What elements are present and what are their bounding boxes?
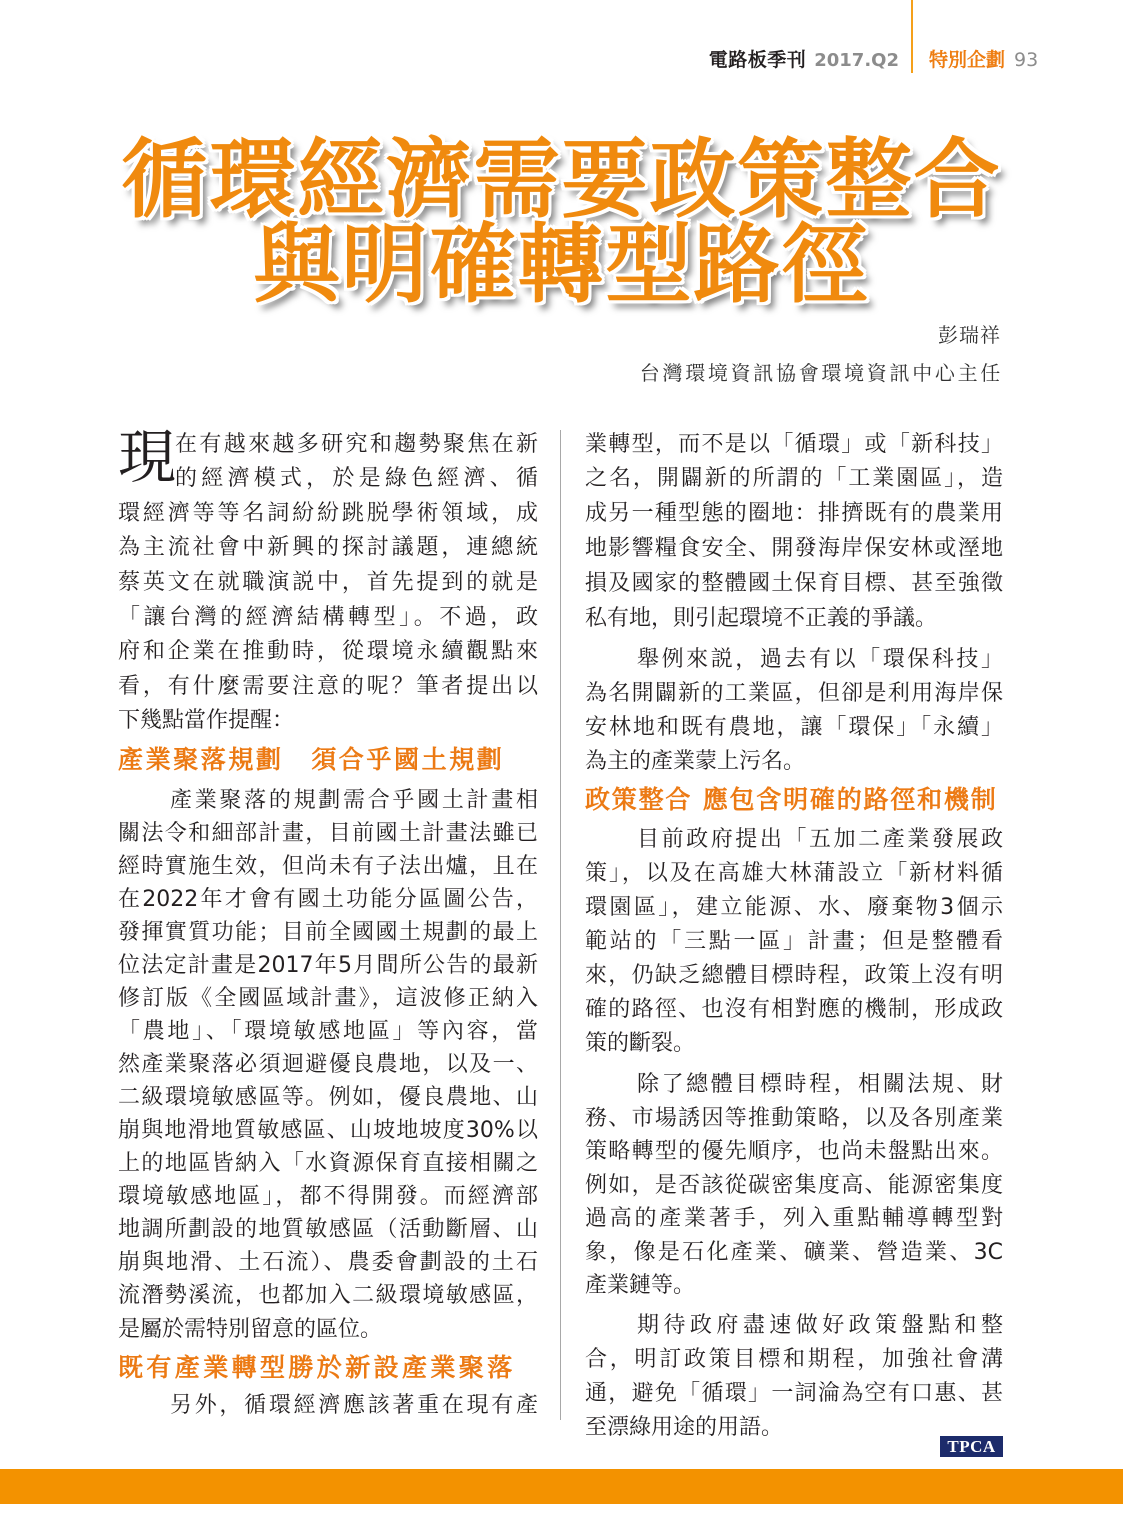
body-line: 目前政府提出「五加二產業發展政 [637, 827, 1003, 852]
body-line: 蔡英文在就職演説中，首先提到的就是 [118, 570, 538, 596]
author-name: 彭瑞祥 [938, 323, 1001, 347]
body-line: 環經濟等等名詞紛紛跳脱學術領域，成 [118, 500, 538, 526]
section-heading: 政策整合 應包含明確的路徑和機制 [585, 785, 998, 814]
body-line: 的經濟模式，於是綠色經濟、循 [175, 466, 538, 492]
body-line: 至漂綠用途的用語。 [585, 1415, 784, 1440]
section-heading: 產業聚落規劃 須合乎國土規劃 [118, 745, 505, 774]
body-line: 策略轉型的優先順序，也尚未盤點出來。 [585, 1139, 1003, 1165]
body-line: 地調所劃設的地質敏感區（活動斷層、山 [118, 1217, 538, 1243]
body-line: 通，避免「循環」一詞淪為空有口惠、甚 [585, 1381, 1003, 1406]
body-line: 上的地區皆納入「水資源保育直接相關之 [118, 1151, 538, 1177]
left-column [118, 0, 538, 1460]
body-line: 合，明訂政策目標和期程，加強社會溝 [585, 1347, 1003, 1372]
body-line: 地影響糧食安全、開發海岸保安林或溼地 [585, 535, 1003, 561]
body-paragraph [585, 823, 1003, 1061]
body-line: 成另一種型態的圈地：排擠既有的農業用 [585, 501, 1003, 527]
magazine-name: 電路板季刊 [708, 49, 807, 71]
page-number: 93 [1014, 49, 1039, 71]
body-line: 為名開闢新的工業區，但卻是利用海岸保 [585, 681, 1003, 706]
body-line: 環園區」，建立能源、水、廢棄物3個示 [585, 895, 1003, 920]
drop-cap: 現 [118, 422, 177, 491]
body-line: 崩與地滑地質敏感區、山坡地坡度30%以 [118, 1118, 538, 1144]
body-line: 然產業聚落必須迴避優良農地，以及一、 [118, 1052, 538, 1077]
body-line: 下幾點當作提醒： [118, 708, 295, 734]
body-line: 崩與地滑、土石流）、農委會劃設的土石 [118, 1250, 538, 1276]
body-paragraph [118, 1389, 538, 1423]
section-label: 特別企劃 [929, 49, 1006, 71]
body-line: 二級環境敏感區等。例如，優良農地、山 [118, 1085, 538, 1111]
body-line: 策」，以及在高雄大林蒲設立「新材料循 [585, 861, 1003, 886]
right-column [585, 0, 1006, 1460]
section-heading: 既有產業轉型勝於新設產業聚落 [118, 1353, 516, 1382]
body-line: 是屬於需特別留意的區位。 [118, 1316, 383, 1342]
body-paragraph [585, 643, 1003, 779]
body-line: 關法令和細部計畫，目前國土計畫法雖已 [118, 820, 538, 846]
article-title-line-2: 與明確轉型路徑 [253, 214, 870, 315]
body-line: 舉例來説，過去有以「環保科技」 [637, 647, 1003, 672]
body-line: 來，仍缺乏總體目標時程，政策上沒有明 [585, 963, 1003, 988]
body-line: 業轉型，而不是以「循環」或「新科技」 [585, 431, 1003, 457]
body-line: 在有越來越多研究和趨勢聚焦在新 [175, 431, 538, 457]
body-line: 期待政府盡速做好政策盤點和整 [637, 1313, 1003, 1338]
body-line: 範站的「三點一區」計畫；但是整體看 [585, 929, 1003, 954]
body-line: 府和企業在推動時，從環境永續觀點來 [118, 639, 538, 665]
body-line: 象，像是石化產業、礦業、營造業、3C [585, 1239, 1003, 1265]
body-line: 另外，循環經濟應該著重在現有產 [170, 1393, 538, 1418]
body-paragraph [585, 1068, 1003, 1303]
intro-paragraph [118, 422, 538, 739]
body-line: 「農地」、「環境敏感地區」等內容，當 [118, 1018, 538, 1044]
body-line: 確的路徑、也沒有相對應的機制，形成政 [585, 997, 1003, 1022]
body-line: 為主流社會中新興的探討議題，連總統 [118, 535, 538, 561]
body-paragraph [585, 1309, 1003, 1445]
body-line: 發揮實質功能；目前全國國土規劃的最上 [118, 919, 538, 945]
body-line: 「讓台灣的經濟結構轉型」。不過，政 [118, 604, 538, 630]
body-line: 例如，是否該從碳密集度高、能源密集度 [585, 1172, 1003, 1198]
issue-label: 2017.Q2 [814, 50, 899, 71]
body-line: 產業聚落的規劃需合乎國土計畫相 [170, 787, 538, 813]
body-line: 之名，開闢新的所謂的「工業園區」，造 [585, 466, 1003, 492]
body-line: 務、市場誘因等推動策略，以及各別產業 [585, 1105, 1003, 1131]
footer-bar [0, 1469, 1123, 1504]
body-line: 看，有什麼需要注意的呢？筆者提出以 [118, 673, 538, 699]
body-line: 產業鏈等。 [585, 1273, 696, 1299]
body-line: 過高的產業著手，列入重點輔導轉型對 [585, 1206, 1003, 1232]
body-line: 經時實施生效，但尚未有子法出爐，且在 [118, 853, 538, 879]
article-title-line-1: 循環經濟需要政策整合 [121, 129, 1002, 230]
body-line: 策的斷裂。 [585, 1031, 696, 1056]
body-line: 為主的產業蒙上污名。 [585, 749, 806, 774]
body-line: 在2022年才會有國土功能分區圖公告， [118, 886, 538, 912]
body-line: 安林地和既有農地，讓「環保」「永續」 [585, 715, 1003, 740]
body-line: 環境敏感地區」，都不得開發。而經濟部 [118, 1184, 538, 1210]
body-line: 除了總體目標時程，相關法規、財 [637, 1072, 1003, 1098]
body-paragraph [118, 784, 538, 1346]
body-line: 損及國家的整體國土保育目標、甚至強徵 [585, 570, 1003, 596]
body-line: 位法定計畫是2017年5月間所公告的最新 [118, 952, 538, 978]
body-line: 修訂版《全國區域計畫》，這波修正納入 [118, 985, 538, 1011]
body-line: 私有地，則引起環境不正義的爭議。 [585, 605, 938, 631]
tpca-logo: TPCA [940, 1436, 1003, 1457]
body-line: 流潛勢溪流，也都加入二級環境敏感區， [118, 1283, 538, 1309]
body-paragraph [585, 428, 1003, 637]
column-divider [560, 430, 561, 1420]
author-affiliation: 台灣環境資訊協會環境資訊中心主任 [639, 361, 1003, 385]
